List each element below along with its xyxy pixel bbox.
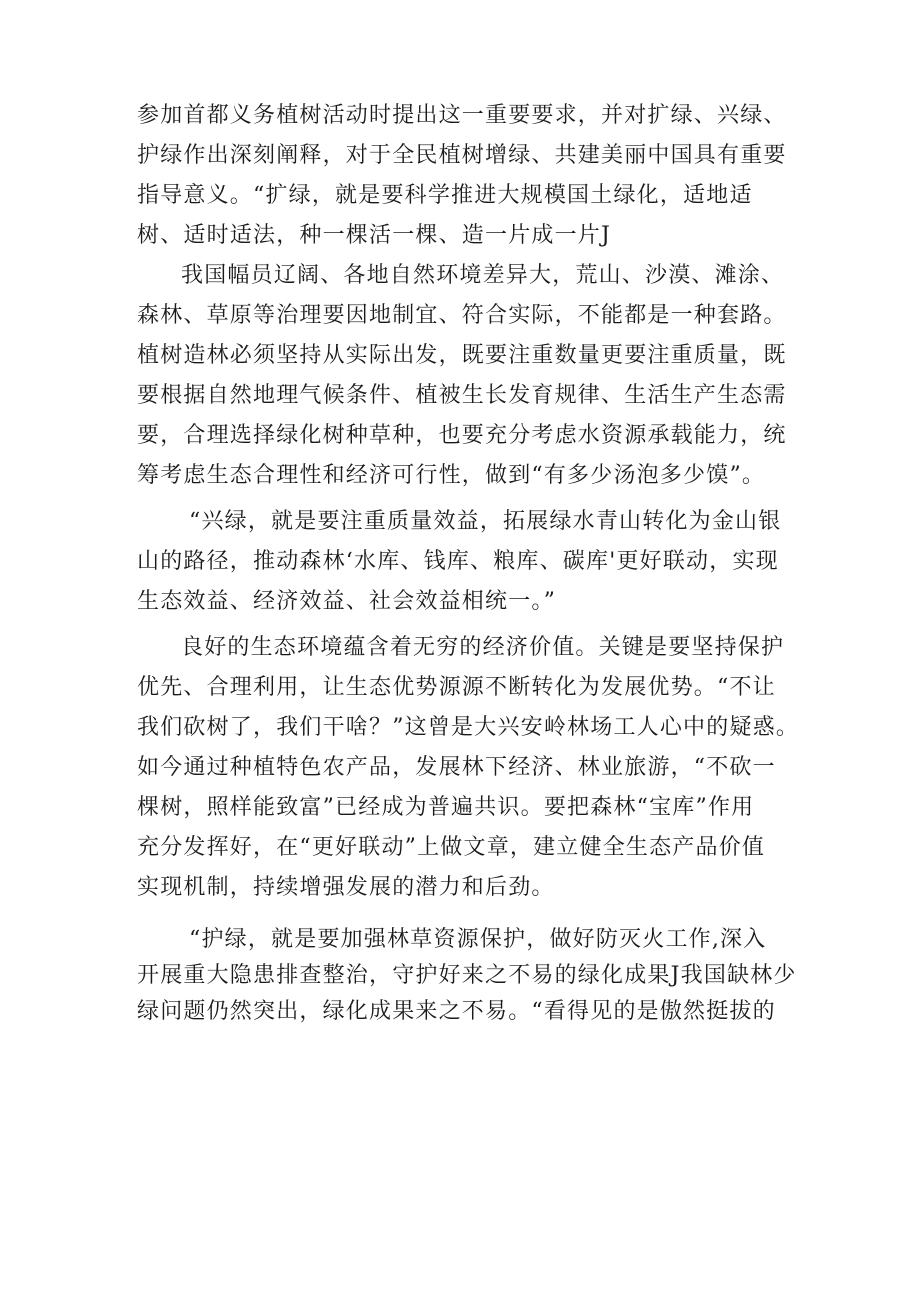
paragraph-line: “护绿，就是要加强林草资源保护，做好防灭火工作,深入 (189, 927, 767, 952)
paragraph-line: 充分发挥好，在“更好联动”上做文章，建立健全生态产品价值 (137, 835, 766, 860)
paragraph-line: 生态效益、经济效益、社会效益相统一。” (137, 589, 557, 614)
paragraph-line: 要，合理选择绿化树种草种，也要充分考虑水资源承载能力，统 (137, 423, 787, 448)
paragraph-4 (137, 628, 817, 908)
paragraph-line: 树、适时适法，种一棵活一棵、造一片成一片J (137, 223, 612, 248)
paragraph-line: 优先、合理利用，让生态优势源源不断转化为发展优势。“不让 (137, 675, 776, 700)
paragraph-line: 实现机制，持续增强发展的潜力和后劲。 (137, 875, 555, 900)
paragraph-line: 森林、草原等治理要因地制宜、符合实际，不能都是一种套路。 (137, 303, 787, 328)
paragraph-1 (137, 96, 817, 256)
paragraph-line: 我国幅员辽阔、各地自然环境差异大，荒山、沙漠、滩涂、 (181, 263, 785, 288)
paragraph-line: 要根据自然地理气候条件、植被生长发育规律、生活生产生态需 (137, 383, 787, 408)
paragraph-line: 指导意义。“扩绿，就是要科学推进大规模国土绿化，适地适 (137, 183, 753, 208)
paragraph-line: 筹考虑生态合理性和经济可行性，做到“有多少汤泡多少馍”。 (137, 463, 766, 488)
paragraph-line: 绿问题仍然突出，绿化成果来之不易。“看得见的是傲然挺拔的 (137, 999, 776, 1024)
paragraph-5 (137, 922, 817, 1030)
paragraph-line: 良好的生态环境蕴含着无穷的经济价值。关键是要坚持保护 (181, 635, 785, 660)
paragraph-line: 参加首都义务植树活动时提出这一重要要求，并对扩绿、兴绿、 (137, 103, 787, 128)
paragraph-line: “兴绿，就是要注重质量效益，拓展绿水青山转化为金山银 (189, 509, 782, 534)
paragraph-line: 如今通过种植特色农产品，发展林下经济、林业旅游，“不砍一 (137, 755, 776, 780)
document-body (137, 96, 817, 1030)
paragraph-2 (137, 256, 817, 496)
paragraph-line: 植树造林必须坚持从实际出发，既要注重数量更要注重质量，既 (137, 343, 787, 368)
paragraph-line: 护绿作出深刻阐释，对于全民植树增绿、共建美丽中国具有重要 (137, 143, 787, 168)
paragraph-line: 山的路径，推动森林‘水库、钱库、粮库、碳库'更好联动，实现 (137, 549, 779, 574)
paragraph-line: 开展重大隐患排查整治，守护好来之不易的绿化成果J我国缺林少 (137, 963, 797, 988)
paragraph-line: 棵树，照样能致富”已经成为普遍共识。要把森林“宝库”作用 (137, 795, 755, 820)
paragraph-line: 我们砍树了，我们干啥？”这曾是大兴安岭林场工人心中的疑惑。 (137, 715, 800, 740)
paragraph-3 (137, 502, 817, 622)
